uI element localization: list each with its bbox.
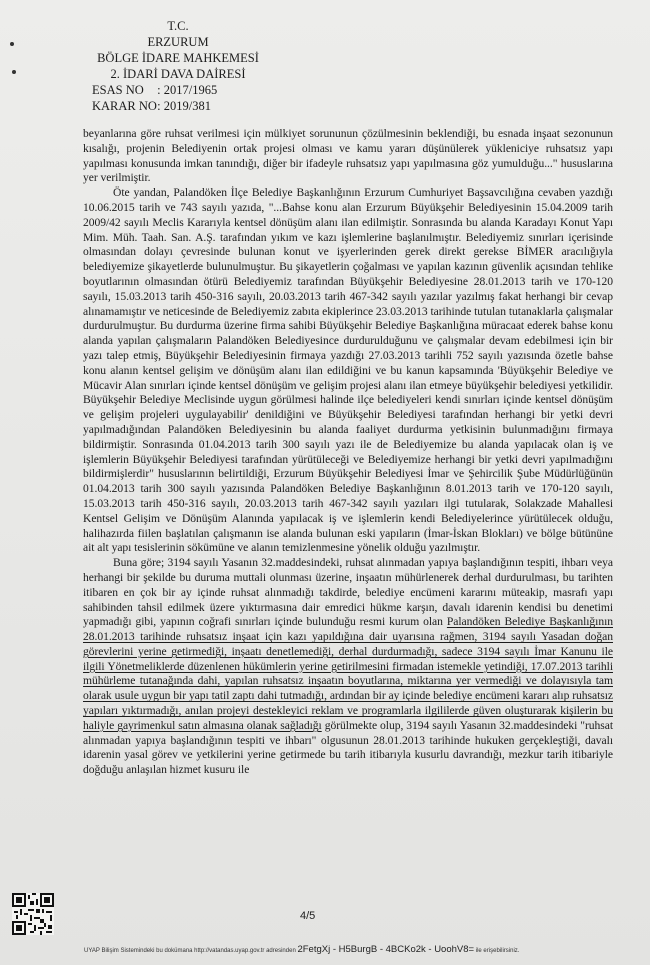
paragraph-3 [83, 556, 613, 778]
paragraph-3-intro: Buna göre; 3194 sayılı Yasanın 32.maddesindeki, ruhsat alınmadan yapıya başlandığının tespiti, ihbarı veya herhangi bir şekilde bu duruma muttali olunması üzerine, inşaatın mühürlenerek derhal durdurulması, bu tarihten itibaren en çok bir ay içinde ruhsat alınmadığı takdirde, belediye encümeni kararını müteakip, masrafı yapı sahibinden tahsil edilmek üzere yıktırmasına dair emredici hükme karşın, davalı idarenin kendisi bu denetimi yapmadığı gibi, yapının coğrafi sınırları içinde bulunduğu resmi kurum olan [83, 556, 613, 629]
header-chamber: 2. İDARİ DAVA DAİRESİ [110, 67, 246, 81]
karar-value: : 2019/381 [157, 99, 211, 113]
esas-value: : 2017/1965 [157, 83, 218, 97]
footer-suffix: ile erişebilirsiniz. [475, 948, 520, 954]
paragraph-2: Öte yandan, Palandöken İlçe Belediye Başkanlığının Erzurum Cumhuriyet Başsavcılığına cevaben yazdığı 10.06.2015 tarih ve 743 sayılı yazıda, "...Bahse konu alan Erzurum Büyükşehir Belediyesinin 15.04.2009 tarih 2009/42 sayılı Meclis Kararıyla kentsel dönüşüm alanı ilan edilmiştir. Sonrasında bu alanda Karadayı Konut Yapı Mim. Müh. Taah. San. A.Ş. tarafından yıkım ve kazı işlemlerine başlanılmıştır. Belediyemiz sınırları içerisinde olmasından dolayı çevresinde bulunan konut ve işyerlerinden gerek direkt gerekse BİMER aracılığıyla belediyemize şikayetlerde bulunulmuştur. Bu şikayetlerin çoğalması ve yapılan kazının güvenlik açısından tehlike boyutlarının olmasından ötürü Belediyemiz tarafından Büyükşehir Belediyesine 28.01.2013 tarih ve 170-120 sayılı, 15.03.2013 tarih 450-316 sayılı, 20.03.2013 tarih 467-342 sayılı yazılar yazılmış fakat herhangi bir cevap alınamamıştır ve neticesinde de Belediyemiz zabıta ekiplerince 23.03.2013 tarihinde tutulan tutanaklarla çalışmalar durdurulmuştur. Bu durdurma üzerine firma sahibi Büyükşehir Belediye Başkanlığına müracaat ederek bahse konu alanda yapılan çalışmaların Palandöken Belediyesince durdurulduğunu ve çalışmalar devam edebilmesi için bir yazı talep etmiş, Büyükşehir Belediyesinin firmaya yazdığı 27.03.2013 tarihli 752 sayılı yazısında özetle bahse konu alanın kentsel gelişim ve dönüşüm alanı ilan edildiğini ve bu kanun kapsamında 'Büyükşehir Belediye ve Mücavir Alan sınırları içinde kentsel dönüşüm ve gelişim projesi alanı ilan etmeye büyükşehir belediyesi yetkilidir. Büyükşehir Belediye Meclisinde uygun görülmesi halinde ilçe belediyeleri kendi sınırları içinde kentsel dönüşüm ve gelişim projeleri uygulayabilir' denildiğini ve Büyükşehir Belediyesi tarafından herhangi bir yetki devri yapılmadığından Palandöken Belediyesinin bu alanda faaliyet durdurma yetkisinin bulunmadığını firmaya bildirmiştir. Sonrasında 01.04.2013 tarih 300 sayılı yazı ile de Belediyemize bu alanda yapılacak olan iş ve işlemlerin Büyükşehir Belediyesi tarafından yürütüleceği ve Belediyemize herhangi bir yetki devri yapılmadığını bildirmişlerdir" hususlarının belirtildiği, Erzurum Büyükşehir Belediyesi İmar ve Şehircilik Şube Müdürlüğünün 01.04.2013 tarih 300 sayılı yazısında Palandöken Belediye Başkanlığının 8.01.2013 tarih ve 170-120 sayılı, 15.03.2013 tarih 450-316 sayılı, 20.03.2013 tarih 467-342 sayılı yazıları ilgi tutularak, Solakzade Mahallesi Kentsel Gelişim ve Dönüşüm Alanında yapılacak iş ve işlemlerin kendi Belediyelerince yürütülecek olduğu, halihazırda fiilen başlatılan çalışmanın ise alanda bulunan eski yapıların (İmar-İskan Blokları) ve bölge bütününe ait alt yapı tesislerinin sökümüne ve alanın temizlenmesine yönelik olduğu yazılmıştır. [83, 186, 613, 555]
header-tc: T.C. [167, 19, 189, 33]
document-header [68, 18, 288, 114]
page-footer [84, 944, 604, 955]
paragraph-1: beyanlarına göre ruhsat verilmesi için mülkiyet sorununun çözülmesinin beklendiği, bu esnada inşaat sezonunun kısalığı, projenin Belediyenin ortak projesi olması ve kamu yararı düşünülerek yükleniciye ruhsatsız yapı yapılması konusunda imkan tanındığı, diğer bir ifadeyle ruhsatsız yapı yapılmasına göz yumulduğu..." hususlarına yer verilmiştir. [83, 127, 613, 185]
paragraph-3-end: görülmekte olup, 3194 sayılı Yasanın 32.maddesindeki "ruhsat alınmadan yapıya başlandığının tespiti ve ihbarı" olgusunun 28.01.2013 tarihinde hukuken gerçekleştiği, davalı idarenin yasal görev ve yetkilerini yerine getirmede bu tarih itibarıyla kusurlu davrandığı, mezkur tarih itibariyle doğduğu anlaşılan hizmet kusuru ile [83, 718, 614, 777]
footer-note: UYAP Bilişim Sistemindeki bu dokümana http://vatandas.uyap.gov.tr adresinden [84, 948, 296, 954]
esas-label: ESAS NO [92, 83, 144, 97]
header-court: BÖLGE İDARE MAHKEMESİ [97, 51, 259, 65]
esas-row [68, 82, 288, 98]
footer-verification-code: 2FetgXj - H5BurgB - 4BCKo2k - UoohV8= [297, 944, 475, 955]
paragraph-3-underlined: Palandöken Belediye Başkanlığının 28.01.2013 tarihinde ruhsatsız inşaat için kazı yapıldığına dair uyarısına rağmen, 3194 sayılı Yasadan doğan görevlerini yerine getirmediği, inşaatı denetlemediği, derhal durdurmadığı, sadece 3194 sayılı İmar Kanunu ile ilgili Yönetmeliklerde düzenlenen hükümlerin yerine getirilmesini firmadan istemekle yetindiği, 17.07.2013 tarihli mühürleme tutanağında dahi, yapılan ruhsatsız inşaatın boyutlarına, miktarına yer vermediği ve dolayısıyla tam olarak usule uygun bir yapı tatil zaptı dahi tutmadığı, ardından bir ay içinde belediye encümeni kararı alıp ruhsatsız yapıları yıktırmadığı, anılan projeyi destekleyici reklam ve programlarla ilgililerde güven oluşturarak kişilerin bu haliyle gayrimenkul satın almasına olanak sağladığı [83, 615, 613, 732]
karar-row [68, 98, 288, 114]
karar-label: KARAR NO [92, 99, 157, 113]
qr-code-icon [12, 893, 54, 935]
margin-dot [12, 70, 16, 74]
document-body [83, 127, 613, 778]
header-city: ERZURUM [147, 35, 209, 49]
margin-dot [10, 42, 14, 46]
page-number: 4/5 [300, 910, 316, 922]
